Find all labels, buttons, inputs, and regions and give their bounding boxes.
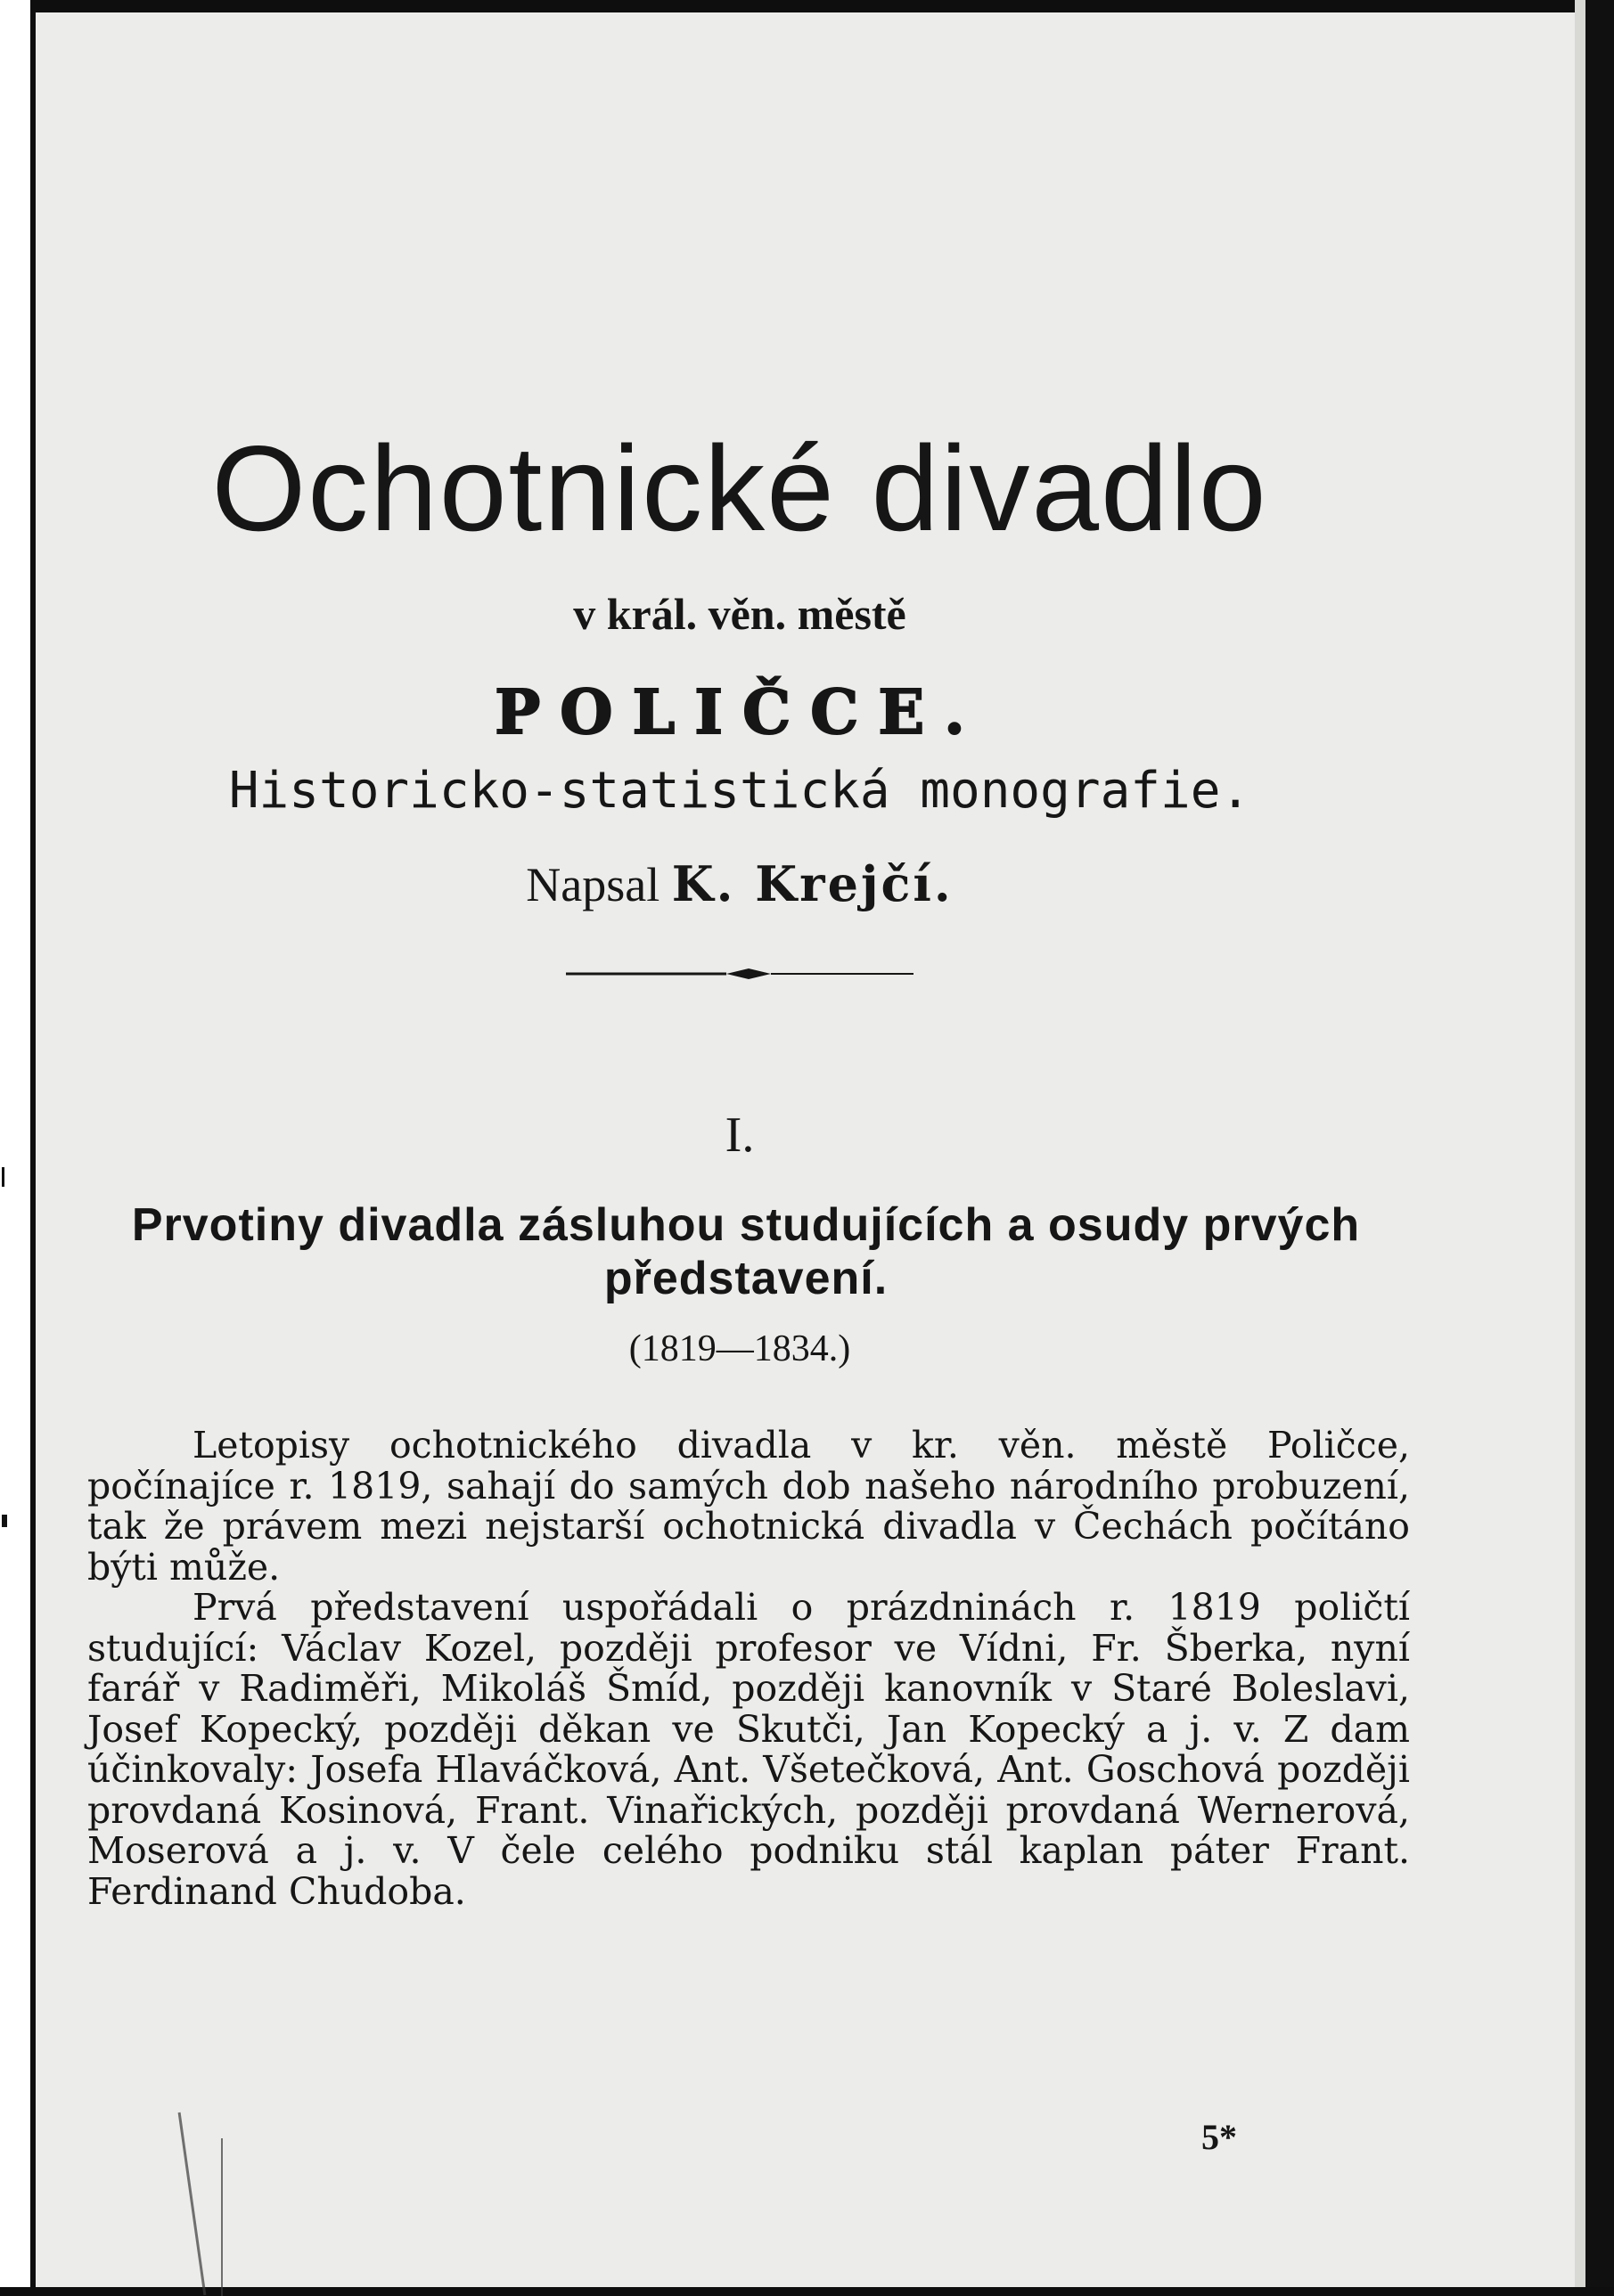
monograph-line: Historicko-statistická monografie. <box>228 762 1251 820</box>
chapter-years: (1819—1834.) <box>628 1328 851 1369</box>
margin-mark <box>2 1167 4 1187</box>
scan-edge-right <box>1575 0 1614 2296</box>
chapter-number: I. <box>725 1107 755 1163</box>
author-name: K. Krejčí. <box>671 855 954 912</box>
paper-crease <box>178 2112 207 2295</box>
author-prefix: Napsal <box>526 858 660 911</box>
author-line <box>0 855 1479 912</box>
page-subtitle: v král. věn. městě <box>573 589 906 639</box>
scan-edge-bottom <box>0 2287 1614 2296</box>
ornament-divider <box>566 967 914 981</box>
page-title: Ochotnické divadlo <box>211 421 1268 556</box>
page-number: 5* <box>1201 2117 1237 2157</box>
body-text <box>87 1426 1410 1912</box>
paper-crease <box>221 2138 223 2296</box>
paragraph: Letopisy ochotnického divadla v kr. věn. městě Poličce, počínajíce r. 1819, sahají do samých dob našeho národního probuzení, tak že právem mezi nejstarší ochotnická divadla v Čechách počítáno býti může. <box>87 1424 1410 1589</box>
town-name: POLIČCE. <box>495 677 985 748</box>
margin-mark <box>2 1515 7 1527</box>
chapter-heading: Prvotiny divadla zásluhou studujících a osudy prvých představení. <box>131 1199 1361 1304</box>
scan-edge-top <box>0 0 1614 12</box>
paragraph: Prvá představení uspořádali o prázdninách r. 1819 poličtí studující: Václav Kozel, později profesor ve Vídni, Fr. Šberka, nyní farář v Radiměři, Mikoláš Šmíd, později kanovník v Staré Boleslavi, Josef Kopecký, později děkan ve Skutči, Jan Kopecký a j. v. Z dam účinkovaly: Josefa Hlaváčková, Ant. Všetečková, Ant. Goschová později provdaná Kosinová, Frant. Vinařických, později provdaná Wernerová, Moserová a j. v. V čele celého podniku stál kaplan páter Frant. Ferdinand Chudoba. <box>87 1586 1410 1913</box>
